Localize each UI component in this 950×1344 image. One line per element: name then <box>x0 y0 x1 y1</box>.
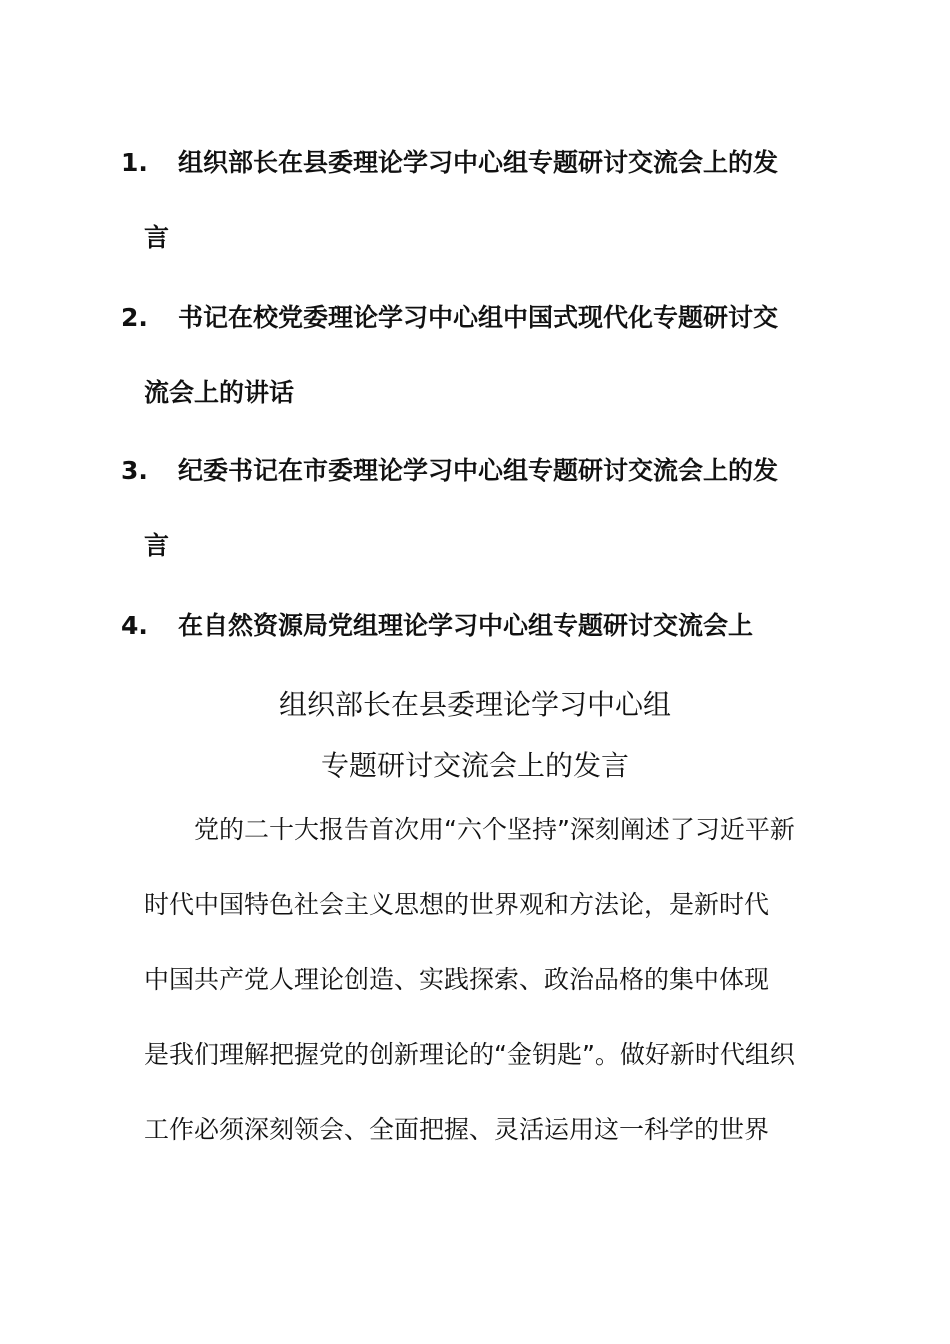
toc-item-title: 纪委书记在市委理论学习中心组专题研讨交流会上的发 <box>178 456 779 485</box>
toc-item-number: 1. <box>121 148 148 177</box>
toc-item-title: 在自然资源局党组理论学习中心组专题研讨交流会上 <box>178 611 754 640</box>
toc-item-title: 书记在校党委理论学习中心组中国式现代化专题研讨交 <box>178 303 779 332</box>
body-paragraph-line: 时代中国特色社会主义思想的世界观和方法论，是新时代 <box>144 890 770 919</box>
body-paragraph-line: 中国共产党人理论创造、实践探索、政治品格的集中体现 <box>144 965 770 994</box>
toc-item-title-continuation: 言 <box>144 223 170 252</box>
toc-item-number: 4. <box>121 611 148 640</box>
article-title-line-1: 组织部长在县委理论学习中心组 <box>278 688 671 721</box>
toc-item-number: 3. <box>121 456 148 485</box>
body-paragraph-line: 工作必须深刻领会、全面把握、灵活运用这一科学的世界 <box>144 1115 770 1144</box>
body-paragraph-line: 党的二十大报告首次用“六个坚持”深刻阐述了习近平新 <box>194 815 795 844</box>
toc-item-title-continuation: 言 <box>144 531 170 560</box>
toc-item-title-continuation: 流会上的讲话 <box>144 378 295 407</box>
toc-item-number: 2. <box>121 303 148 332</box>
body-paragraph-line: 是我们理解把握党的创新理论的“金钥匙”。做好新时代组织 <box>144 1040 795 1069</box>
toc-item-title: 组织部长在县委理论学习中心组专题研讨交流会上的发 <box>178 148 779 177</box>
article-title-line-2: 专题研讨交流会上的发言 <box>320 749 629 782</box>
